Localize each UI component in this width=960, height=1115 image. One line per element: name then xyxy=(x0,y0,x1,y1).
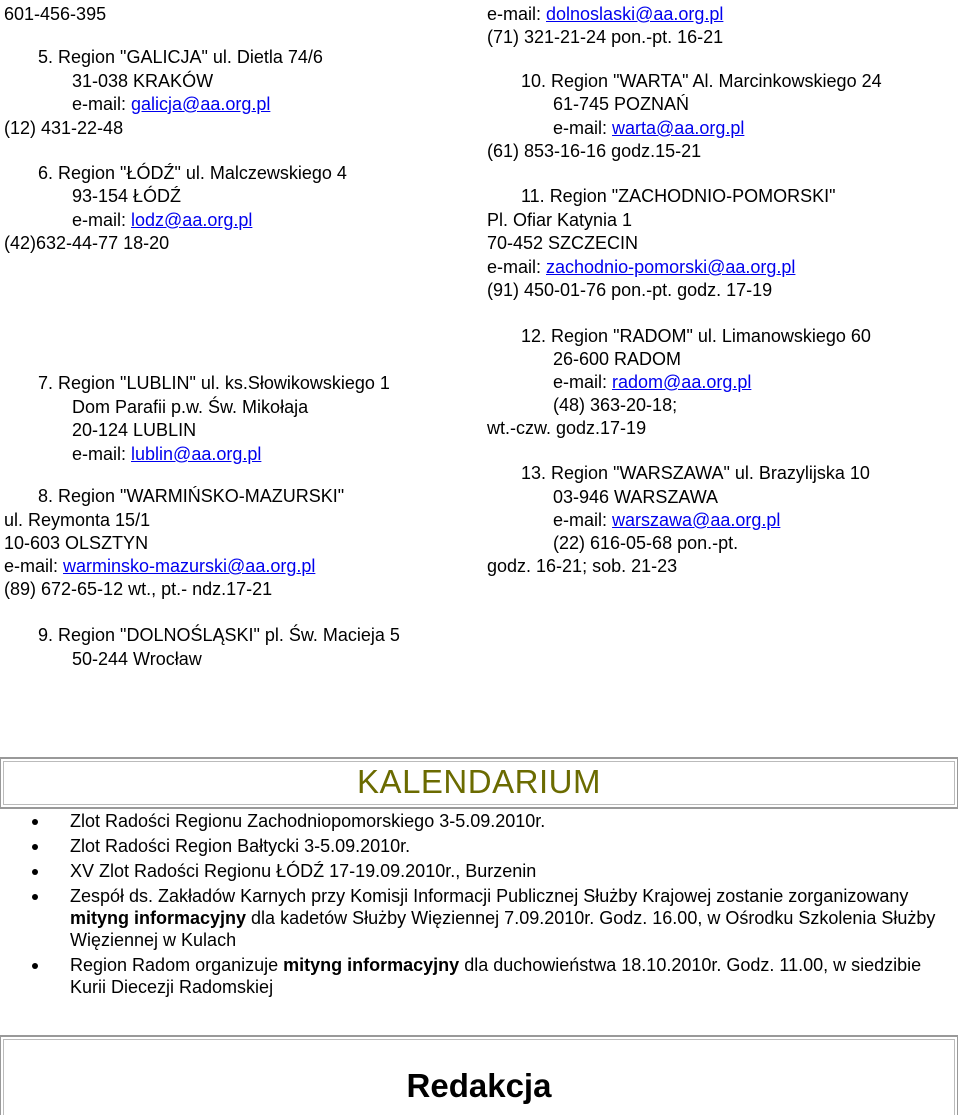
calendar-item: Zlot Radości Region Bałtycki 3-5.09.2010r. xyxy=(30,835,960,857)
region-13-email-link[interactable]: warszawa@aa.org.pl xyxy=(612,510,781,530)
region-13-phone: (22) 616-05-68 pon.-pt. xyxy=(553,533,739,553)
region-9-address: 50-244 Wrocław xyxy=(72,649,202,669)
calendar-banner xyxy=(0,757,958,809)
calendar-item-emphasis: mityng informacyjny xyxy=(70,908,247,928)
region-12-email-link[interactable]: radom@aa.org.pl xyxy=(612,372,752,392)
region-5-address: 31-038 KRAKÓW xyxy=(72,71,214,91)
editorial-title: Redakcja xyxy=(406,1067,552,1104)
region-7-email-line: e-mail: lublin@aa.org.pl xyxy=(72,444,262,464)
region-8-title: 8. Region "WARMIŃSKO-MAZURSKI" xyxy=(38,486,345,506)
region-9-email-link[interactable]: dolnoslaski@aa.org.pl xyxy=(546,4,724,24)
region-6-phone: (42)632-44-77 18-20 xyxy=(4,233,170,253)
region-11-email-link[interactable]: zachodnio-pomorski@aa.org.pl xyxy=(546,257,796,277)
calendar-item: Zespół ds. Zakładów Karnych przy Komisji Informacji Publicznej Służby Krajowej zostanie zorganizowany mityng informacyjny dla kadetów Służby Więziennej 7.09.2010r. Godz. 16.00, w Ośrodku Szkolenia Służby Więziennej w Kulach xyxy=(30,885,960,951)
region-6-email-line: e-mail: lodz@aa.org.pl xyxy=(72,210,253,230)
region-7-title: 7. Region "LUBLIN" ul. ks.Słowikowskiego 1 xyxy=(38,373,390,393)
calendar-title: KALENDARIUM xyxy=(357,763,601,800)
region-13-hours: godz. 16-21; sob. 21-23 xyxy=(487,556,678,576)
calendar-item: Zlot Radości Regionu Zachodniopomorskiego 3-5.09.2010r. xyxy=(30,810,960,832)
region-13-title: 13. Region "WARSZAWA" ul. Brazylijska 10 xyxy=(521,463,870,483)
region-12-hours: wt.-czw. godz.17-19 xyxy=(487,418,647,438)
region-8-phone: (89) 672-65-12 wt., pt.- ndz.17-21 xyxy=(4,579,273,599)
region-9-title: 9. Region "DOLNOŚLĄSKI" pl. Św. Macieja 5 xyxy=(38,625,400,645)
region-10-phone: (61) 853-16-16 godz.15-21 xyxy=(487,141,702,161)
region-11-address: 70-452 SZCZECIN xyxy=(487,233,639,253)
region-12-phone: (48) 363-20-18; xyxy=(553,395,678,415)
region-11-street: Pl. Ofiar Katynia 1 xyxy=(487,210,633,230)
region-10-title: 10. Region "WARTA" Al. Marcinkowskiego 24 xyxy=(521,71,882,91)
region-10-email-line: e-mail: warta@aa.org.pl xyxy=(553,118,745,138)
region-12-address: 26-600 RADOM xyxy=(553,349,682,369)
region-11-email-line: e-mail: zachodnio-pomorski@aa.org.pl xyxy=(487,257,796,277)
region-7-email-link[interactable]: lublin@aa.org.pl xyxy=(131,444,262,464)
region-10-email-link[interactable]: warta@aa.org.pl xyxy=(612,118,745,138)
region-12-email-line: e-mail: radom@aa.org.pl xyxy=(553,372,752,392)
region-12-title: 12. Region "RADOM" ul. Limanowskiego 60 xyxy=(521,326,871,346)
region-11-phone: (91) 450-01-76 pon.-pt. godz. 17-19 xyxy=(487,280,773,300)
calendar-item: Region Radom organizuje mityng informacyjny dla duchowieństwa 18.10.2010r. Godz. 11.00, w siedzibie Kurii Diecezji Radomskiej xyxy=(30,954,960,998)
region-9-email-line: e-mail: dolnoslaski@aa.org.pl xyxy=(487,4,724,24)
phone-continued: 601-456-395 xyxy=(4,4,107,24)
region-11-title: 11. Region "ZACHODNIO-POMORSKI" xyxy=(521,186,836,206)
region-10-address: 61-745 POZNAŃ xyxy=(553,94,690,114)
calendar-item-emphasis: mityng informacyjny xyxy=(283,955,460,975)
region-13-address: 03-946 WARSZAWA xyxy=(553,487,719,507)
region-8-email-line: e-mail: warminsko-mazurski@aa.org.pl xyxy=(4,556,316,576)
region-7-parish: Dom Parafii p.w. Św. Mikołaja xyxy=(72,397,309,417)
editorial-box xyxy=(0,1035,958,1115)
region-5-email-line: e-mail: galicja@aa.org.pl xyxy=(72,94,271,114)
region-6-email-link[interactable]: lodz@aa.org.pl xyxy=(131,210,253,230)
region-8-street: ul. Reymonta 15/1 xyxy=(4,510,151,530)
region-5-title: 5. Region "GALICJA" ul. Dietla 74/6 xyxy=(38,47,323,67)
region-8-email-link[interactable]: warminsko-mazurski@aa.org.pl xyxy=(63,556,316,576)
calendar-list xyxy=(30,810,960,1001)
region-8-address: 10-603 OLSZTYN xyxy=(4,533,149,553)
calendar-item: XV Zlot Radości Regionu ŁÓDŹ 17-19.09.2010r., Burzenin xyxy=(30,860,960,882)
region-5-phone: (12) 431-22-48 xyxy=(4,118,124,138)
region-9-phone: (71) 321-21-24 pon.-pt. 16-21 xyxy=(487,27,724,47)
region-5-email-link[interactable]: galicja@aa.org.pl xyxy=(131,94,271,114)
region-7-address: 20-124 LUBLIN xyxy=(72,420,197,440)
region-6-title: 6. Region "ŁÓDŹ" ul. Malczewskiego 4 xyxy=(38,163,347,183)
region-6-address: 93-154 ŁÓDŹ xyxy=(72,186,182,206)
region-13-email-line: e-mail: warszawa@aa.org.pl xyxy=(553,510,781,530)
